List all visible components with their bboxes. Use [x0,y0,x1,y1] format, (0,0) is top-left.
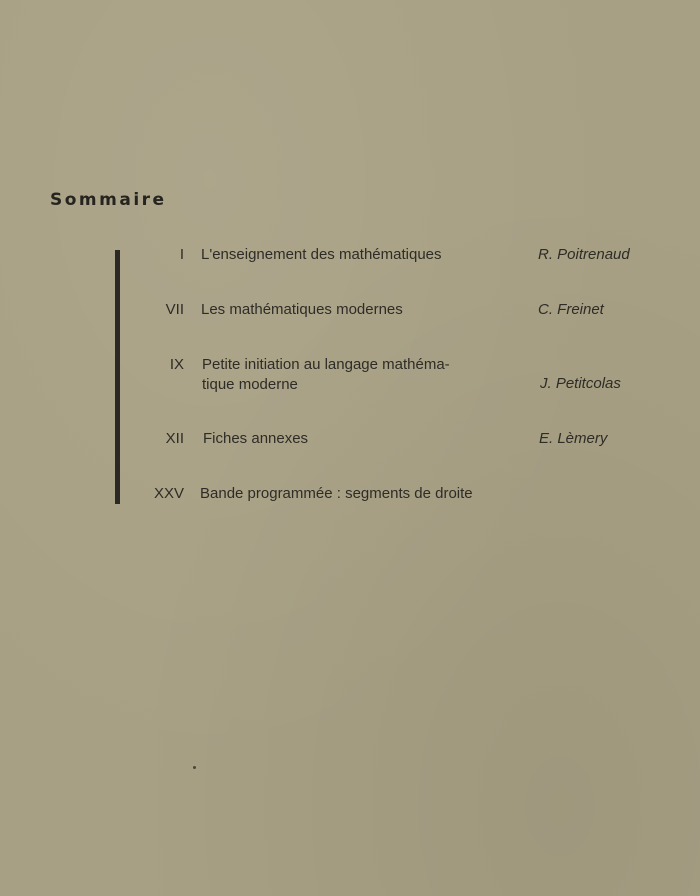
entry-title [201,245,501,265]
entry-author: C. Freinet [538,301,604,318]
entry-title-line: L'enseignement des mathématiques [201,246,442,263]
entry-title [200,484,500,504]
entry-author: J. Petitcolas [540,375,621,392]
entry-author: R. Poitrenaud [538,246,630,263]
entry-page-number: VII [165,301,184,318]
paper-speck [193,766,196,769]
entry-page-number: I [179,246,184,263]
vertical-rule [115,250,120,504]
entry-title [203,429,503,449]
entry-title [202,355,502,395]
entry-author: E. Lèmery [539,430,608,447]
entry-title-line: tique moderne [202,376,298,393]
entry-page-number: XXV [153,485,184,502]
entry-page-number: XII [165,430,184,447]
entry-title-line: Petite initiation au langage mathéma- [202,356,450,373]
entry-title [201,300,501,320]
entry-title-line: Les mathématiques modernes [201,301,403,318]
entry-title-line: Bande programmée : segments de droite [200,485,473,502]
page-title: Sommaire [50,190,167,210]
entry-title-line: Fiches annexes [203,430,309,447]
entry-page-number: IX [169,356,184,373]
